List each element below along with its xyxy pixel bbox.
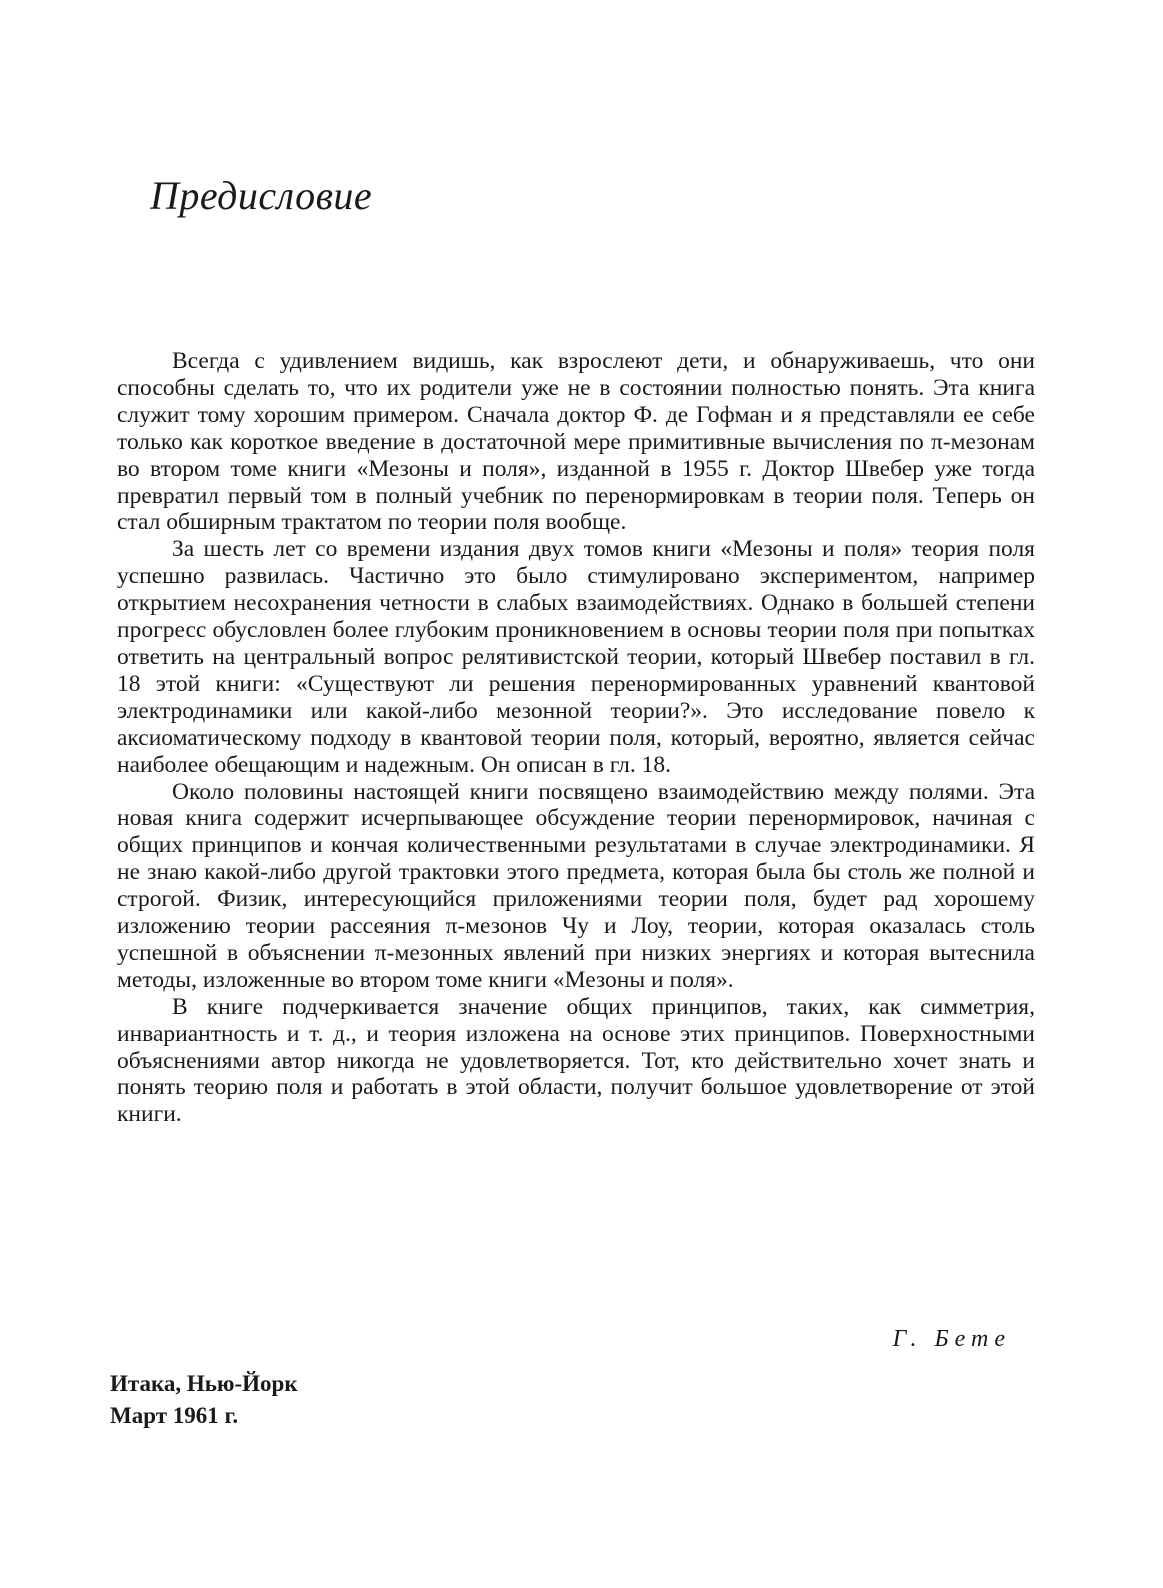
paragraph-2: За шесть лет со времени издания двух томов книги «Мезоны и поля» теория поля успешно развилась. Частично это было стимулировано экспериментом, например открытием несохранения четности в слабых взаимодействиях. Однако в большей степени прогресс обусловлен более глубоким проникновением в основы теории поля при попытках ответить на центральный вопрос релятивистской теории, который Швебер поставил в гл. 18 этой книги: «Существуют ли решения перенормированных уравнений квантовой электродинамики или какой-либо мезонной теории?». Это исследование повело к аксиоматическому подходу в квантовой теории поля, который, вероятно, является сейчас наиболее обещающим и надежным. Он описан в гл. 18. (117, 536, 1035, 778)
author-signature: Г. Бете (892, 1326, 1011, 1352)
paragraph-3: Около половины настоящей книги посвящено взаимодействию между полями. Эта новая книга содержит исчерпывающее обсуждение теории перенормировок, начиная с общих принципов и кончая количественными результатами в случае электродинамики. Я не знаю какой-либо другой трактовки этого предмета, которая была бы столь же полной и строгой. Физик, интересующийся приложениями теории поля, будет рад хорошему изложению теории рассеяния π-мезонов Чу и Лоу, теории, которая оказалась столь успешной в объяснении π-мезонных явлений при низких энергиях и которая вытеснила методы, изложенные во втором томе книги «Мезоны и поля». (117, 778, 1035, 993)
place-line: Итака, Нью-Йорк (110, 1371, 298, 1396)
page-title: Предисловие (150, 173, 373, 218)
date-line: Март 1961 г. (110, 1403, 239, 1428)
paragraph-4: В книге подчеркивается значение общих принципов, таких, как симметрия, инвариантность и т. д., и теория изложена на основе этих принципов. Поверхностными объяснениями автор никогда не удовлетворяется. Тот, кто действительно хочет знать и понять теорию поля и работать в этой области, получит большое удовлетворение от этой книги. (117, 993, 1035, 1128)
place-date-block (110, 1368, 298, 1432)
paragraph-1: Всегда с удивлением видишь, как взрослеют дети, и обнаруживаешь, что они способны сделать то, что их родители уже не в состоянии полностью понять. Эта книга служит тому хорошим примером. Сначала доктор Ф. де Гофман и я представляли ее себе только как короткое введение в достаточной мере примитивные вычисления по π-мезонам во втором томе книги «Мезоны и поля», изданной в 1955 г. Доктор Швебер уже тогда превратил первый том в полный учебник по перенормировкам в теории поля. Теперь он стал обширным трактатом по теории поля вообще. (117, 348, 1035, 536)
preface-body (117, 348, 1035, 1128)
